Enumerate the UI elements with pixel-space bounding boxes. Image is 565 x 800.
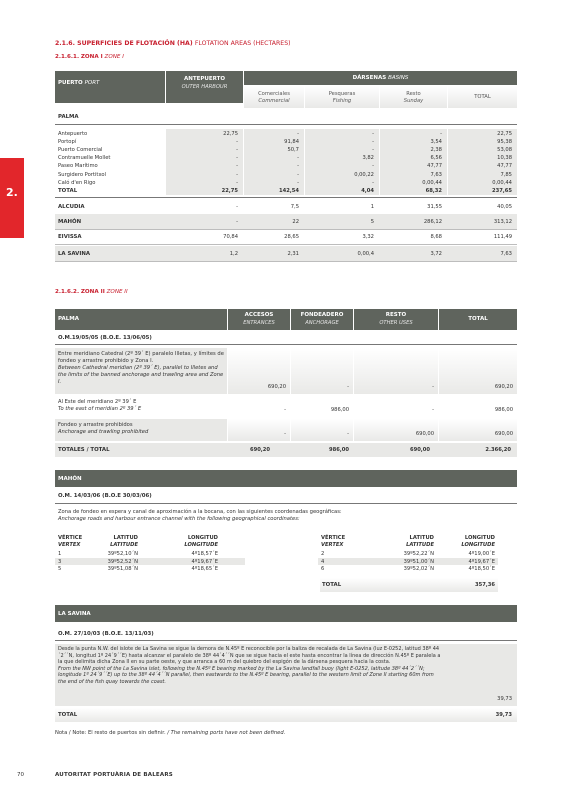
t1-palma-row-tot: 7,85 (500, 171, 512, 178)
t1-port-tot: 7,63 (500, 251, 512, 257)
footer-title: AUTORITAT PORTUÀRIA DE BALEARS (55, 772, 173, 778)
t1-port-pes: 5 (370, 219, 374, 225)
t1-port-ante: - (236, 219, 238, 225)
t1-pesqueras-header (305, 86, 379, 108)
t1-palma-row-ante: - (236, 179, 238, 186)
t2-row1-text: Entre meridiano Catedral (2º 39´ E) paralelo Illetas, y límites de fondeo y arrastre prohibido y Zona I. Between Cathedral meridian (2º 39´ E), parallel to Illetes and the limits of the banned anchorage and trawling area and Zone I. (58, 351, 224, 385)
vertex-lat: 39º52,02´N (403, 566, 434, 572)
t2-mahon-header-label: MAHÓN (58, 476, 82, 482)
t2-savina-header (55, 605, 517, 622)
chapter-number: 2. (6, 186, 18, 199)
t2-row3-fon-bg (291, 419, 353, 441)
t2-vertex-sub-right: VERTEX (321, 542, 344, 548)
t2-row2-fon: 986,00 (330, 407, 349, 413)
t1-palma-row-ante: - (236, 171, 238, 178)
t1-palma-row-ante: - (236, 147, 238, 154)
t1-port-pes: 1 (370, 204, 374, 210)
t1-palma-row-ante: - (236, 155, 238, 162)
t2-totals-res: 690,00 (409, 447, 430, 453)
t1-resto-sublabel: Sunday (403, 98, 424, 104)
t1-palma-label: PALMA (58, 114, 79, 120)
t1-resto-header (380, 86, 447, 108)
vertex-id: 6 (321, 566, 325, 572)
t1-port-tot: 40,05 (497, 204, 512, 210)
vertex-lat: 39º52,10´N (107, 551, 138, 557)
page-number: 70 (17, 772, 24, 778)
t2-mahon-text: Zona de fondeo en espera y canal de aproximación a la bocana, con las siguientes coordenadas geográficas: Anchorage roads and harbour entrance channel with the following geographical coordinates: (58, 509, 342, 522)
t2-accesos-label: ACCESOS (244, 312, 274, 318)
vertex-lon: 4º19,00´E (468, 551, 495, 557)
zone2-title: 2.1.6.2. ZONA II ZONE II (55, 289, 128, 295)
t1-antepuerto-sublabel: OUTER HARBOUR (181, 84, 228, 90)
t2-resto-sublabel: OTHER USES (379, 320, 413, 326)
t1-palma-total-com: 142,54 (278, 188, 299, 194)
t1-pesqueras-sublabel: Fishing (332, 98, 352, 104)
t2-row3-tot: 690,00 (494, 431, 513, 437)
t2-mahon-header (55, 470, 517, 487)
t2-vertex-head-right: VÉRTICE (321, 535, 346, 541)
t1-port-name: LA SAVINA (58, 251, 91, 257)
t1-port-com: 28,65 (284, 234, 299, 240)
vertex-lat: 39º52,52´N (107, 558, 138, 565)
t1-palma-row-res: - (440, 131, 442, 137)
t1-palma-row-name: Antepuerto (58, 131, 88, 137)
divider (55, 503, 517, 504)
vertex-lon: 4º18,65´E (191, 566, 218, 572)
t1-resto-label: Resto (406, 91, 421, 97)
t2-row3-acc-bg (228, 419, 290, 441)
divider (55, 244, 517, 245)
t1-palma-row-pes: 3,82 (362, 155, 374, 162)
t1-comerciales-sublabel: Commercial (258, 98, 290, 104)
t1-port-name: ALCUDIA (58, 204, 85, 210)
vertex-id: 4 (321, 558, 325, 565)
t2-total-label: TOTAL (468, 316, 488, 322)
t2-lon-head-right: LONGITUD (464, 535, 495, 541)
t2-palma-header (55, 309, 227, 330)
t1-palma-row-res: 3,54 (430, 139, 442, 146)
vertex-lon: 4º18,50´E (468, 566, 495, 572)
t1-palma-row-tot: 95,38 (497, 139, 512, 146)
t1-port-res: 8,68 (430, 234, 442, 240)
t1-port-ante: - (236, 204, 238, 210)
t1-palma-row-res: 7,63 (430, 171, 442, 178)
t1-palma-row-res: 2,38 (430, 147, 442, 154)
t2-row2-tot: 986,00 (494, 407, 513, 413)
t2-lon-sub-left: LONGITUDE (184, 542, 218, 548)
t1-palma-row-tot: 22,75 (497, 131, 512, 137)
t1-palma-total-label: TOTAL (58, 188, 78, 194)
t1-port-name: EIVISSA (58, 234, 82, 240)
vertex-id: 2 (321, 551, 325, 557)
divider (55, 640, 517, 641)
t2-totals-fon: 986,00 (328, 447, 349, 453)
t1-palma-row-ante: 22,75 (223, 131, 238, 137)
t1-palma-row-name: Portopí (58, 139, 77, 146)
t2-row2-text: Al Este del meridiano 2º 39´ E To the east of meridian 2º 39´ E (58, 399, 142, 412)
t2-vertex-sub-left: VERTEX (58, 542, 81, 548)
t1-palma-row-com: - (297, 179, 299, 186)
t2-lat-head-left: LATITUD (113, 535, 138, 541)
section-title: 2.1.6. SUPERFICIES DE FLOTACIÓN (HA) FLOTATION AREAS (HECTARES) (55, 40, 291, 47)
t1-port-res: 31,55 (427, 204, 442, 210)
t2-savina-total-value: 39,73 (495, 712, 512, 718)
t2-savina-total-bg (55, 708, 517, 722)
t1-port-tot: 313,12 (493, 219, 512, 225)
t2-totals-label: TOTALES / TOTAL (58, 447, 110, 453)
t2-vertex-head-left: VÉRTICE (58, 535, 83, 541)
t2-fondeadero-sublabel: ANCHORAGE (305, 320, 339, 326)
vertex-id: 3 (58, 558, 62, 565)
t1-port-header (55, 71, 165, 103)
t1-palma-row-com: - (297, 155, 299, 162)
t2-resto-label: RESTO (385, 312, 407, 318)
divider (55, 197, 517, 198)
t1-pesqueras-label: Pesqueras (328, 91, 356, 97)
t2-row3-res-bg (354, 419, 438, 441)
vertex-lat: 39º51,00´N (403, 558, 434, 565)
t1-palma-row-pes: - (372, 179, 374, 186)
t1-palma-row-pes: - (372, 139, 374, 146)
t2-mahon-total-label: TOTAL (322, 582, 342, 588)
t1-port-com: 2,31 (287, 251, 299, 257)
t1-palma-row-pes: - (372, 131, 374, 137)
t1-antepuerto-label: ANTEPUERTO (183, 76, 226, 82)
t1-palma-row-com: 91,84 (284, 139, 299, 146)
t1-palma-row-name: Puerto Comercial (58, 147, 103, 154)
t2-lon-head-left: LONGITUD (187, 535, 218, 541)
t2-savina-value: 39,73 (497, 696, 512, 702)
t2-row3-tot-bg (439, 419, 517, 441)
t1-palma-row-ante: - (236, 163, 238, 170)
t2-palma-header-label: PALMA (58, 316, 80, 322)
t2-row1-fon: - (347, 384, 349, 390)
vertex-lon: 4º19,67´E (468, 558, 495, 565)
t2-row1-res: - (432, 384, 434, 390)
note: Nota / Note: El resto de puertos sin definir. / The remaining ports have not been defined. (55, 730, 286, 736)
t1-port-pes: 3,32 (362, 234, 374, 240)
t2-row3-res: 690,00 (415, 431, 434, 437)
t2-totals-acc: 690,20 (249, 447, 270, 453)
t1-palma-row-tot: 10,38 (497, 155, 512, 162)
t1-palma-row-name: Paseo Marítimo (58, 163, 98, 170)
t2-accesos-sublabel: ENTRANCES (243, 320, 275, 326)
t1-port-tot: 111,49 (493, 234, 512, 240)
t2-lat-sub-left: LATITUDE (110, 542, 138, 548)
t2-lat-head-right: LATITUD (409, 535, 434, 541)
t1-palma-row-pes: - (372, 163, 374, 170)
t1-palma-row-res: 47,77 (427, 163, 442, 170)
zone1-title: 2.1.6.1. ZONA I ZONE I (55, 54, 124, 60)
vertex-id: 5 (58, 566, 62, 572)
t2-mahon-total-value: 357,36 (474, 582, 495, 588)
t1-palma-total-ante: 22,75 (221, 188, 238, 194)
vertex-lon: 4º18,57´E (191, 551, 218, 557)
t2-row1-tot: 690,20 (494, 384, 513, 390)
t1-port-res: 286,12 (423, 219, 442, 225)
t2-row3-acc: - (284, 431, 286, 437)
t1-palma-row-tot: 47,77 (497, 163, 512, 170)
t1-palma-row-com: - (297, 171, 299, 178)
t1-port-pes: 0,00,4 (357, 251, 374, 257)
divider (55, 261, 517, 262)
t2-totals-tot: 2.366,20 (485, 447, 511, 453)
t2-savina-total-label: TOTAL (58, 712, 78, 718)
t1-palma-total-res: 68,32 (425, 188, 442, 194)
t1-palma-row-tot: 53,08 (497, 147, 512, 154)
t1-port-ante: 1,2 (229, 251, 238, 257)
divider (55, 344, 517, 345)
t2-row2-acc: - (284, 407, 286, 413)
t1-palma-row-pes: 0,00,22 (354, 171, 374, 178)
t1-port-header-label: PUERTO PORT (58, 80, 100, 86)
t1-palma-row-com: - (297, 131, 299, 137)
vertex-lat: 39º51,08´N (107, 566, 138, 572)
vertex-lat: 39º52,22´N (403, 551, 434, 557)
t1-palma-row-com: 50,7 (287, 147, 299, 154)
t1-palma-total-tot: 237,65 (491, 188, 512, 194)
t2-fondeadero-label: FONDEADERO (300, 312, 344, 318)
t2-lon-sub-right: LONGITUDE (461, 542, 495, 548)
t1-palma-row-res: 0,00,44 (422, 179, 442, 186)
t1-palma-row-com: - (297, 163, 299, 170)
t1-port-name: MAHÓN (58, 219, 82, 225)
t1-palma-row-name: Caló d'en Rigo (58, 179, 96, 186)
divider (55, 229, 517, 230)
vertex-id: 1 (58, 551, 62, 557)
t1-palma-row-res: 6,56 (430, 155, 442, 162)
t1-comerciales-header (244, 86, 304, 108)
t1-palma-total-pes: 4,04 (361, 188, 374, 194)
t1-port-res: 3,72 (430, 251, 442, 257)
t1-palma-row-pes: - (372, 147, 374, 154)
t1-port-com: 22 (292, 219, 299, 225)
t1-port-ante: 70,84 (223, 234, 238, 240)
t2-row1-acc: 690,20 (267, 384, 286, 390)
t2-om2: O.M. 14/03/06 (B.O.E 30/03/06) (58, 493, 152, 499)
t1-palma-row-name: Contramuelle Mollet (58, 155, 111, 162)
t1-total-label: TOTAL (474, 94, 491, 100)
t2-om3: O.M. 27/10/03 (B.O.E. 13/11/03) (58, 631, 154, 637)
t2-om1: O.M.19/05/05 (B.O.E. 13/06/05) (58, 335, 152, 341)
t2-row2-res: - (432, 407, 434, 413)
divider (55, 124, 517, 125)
t1-comerciales-label: Comerciales (258, 91, 290, 97)
t2-savina-text: Desde la punta N.W. del islote de La Savina se sigue la demora de N.45º E reconocible por la baliza de recalada de La Savina (luz E-0252, latitud 38º 44´2´´N, longitud 1º 24´9´´E) hasta alcanzar el paralelo de 38º 44´4´´N que se sigue hacia el este hasta encontrar la línea de dirección N.45º E paralela a la que delimita dicha Zona II en su parte oeste, y que arranca a 60 m del quiebro del espigón de la dársena pesquera hacia la costa. From the NW point of the La Savina islet, following the N.45º E bearing marked by the La Savina landfall buoy (light E-0252, latitude 38º 44´2´´N; longitude 1º 24´9´´E) up to the 38º 44´4´´N parallel, then eastwards to the N.45º E bearing, parallel to the western limit of Zone II starting 60m from the end of the fish quay towards the coast. (58, 646, 441, 685)
t2-row3-fon: - (347, 431, 349, 437)
t1-port-com: 7,5 (290, 204, 299, 210)
t1-palma-row-name: Surgidero Portitxol (58, 171, 106, 178)
t2-savina-header-label: LA SAVINA (58, 611, 91, 617)
t1-palma-row-tot: 0,00,44 (492, 179, 512, 186)
t2-row3-text: Fondeo y arrastre prohibidos Anchorage and trawling prohibited (58, 422, 149, 435)
t1-palma-row-ante: - (236, 139, 238, 146)
t2-lat-sub-right: LATITUDE (406, 542, 434, 548)
t1-darsenas-label: DÁRSENAS BASINS (352, 75, 409, 81)
vertex-lon: 4º19,67´E (191, 558, 218, 565)
